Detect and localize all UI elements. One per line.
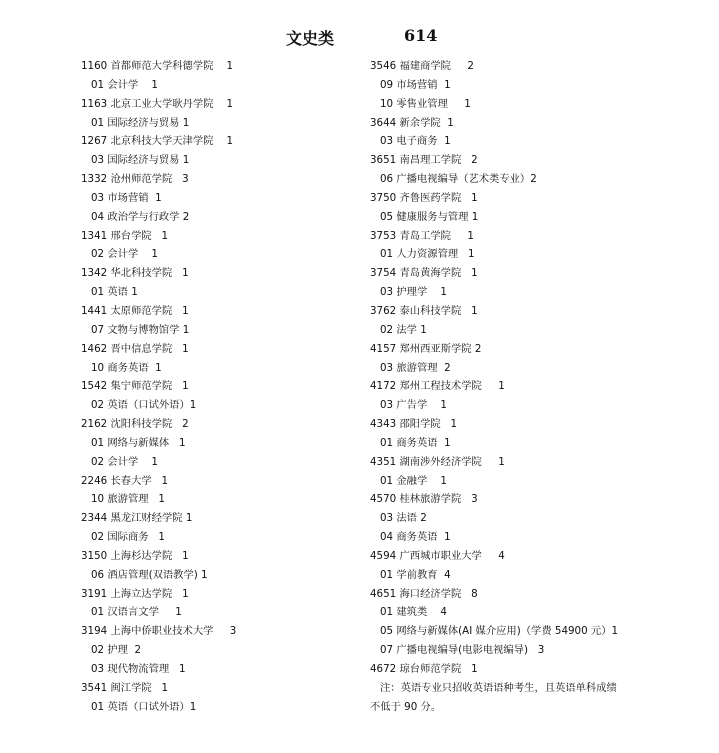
school-line: 3194 上海中侨职业技术大学 3 (81, 625, 237, 638)
major-line: 01 学前教育 4 (380, 568, 451, 581)
page-header (0, 26, 719, 50)
major-line: 03 电子商务 1 (380, 135, 451, 148)
major-line: 05 健康服务与管理 1 (380, 210, 479, 223)
school-line: 4594 广西城市职业大学 4 (370, 549, 505, 562)
major-line: 01 商务英语 1 (380, 436, 451, 449)
school-line: 1160 首都师范大学科德学院 1 (81, 60, 234, 72)
major-line: 01 英语 1 (91, 286, 138, 299)
school-line: 1441 太原师范学院 1 (81, 304, 189, 317)
school-line: 1542 集宁师范学院 1 (81, 380, 189, 393)
major-line: 03 现代物流管理 1 (91, 663, 186, 675)
major-line: 04 商务英语 1 (380, 531, 451, 544)
major-line: 04 政治学与行政学 2 (91, 210, 190, 223)
school-line: 4157 郑州西亚斯学院 2 (370, 342, 482, 355)
major-line: 01 人力资源管理 1 (380, 248, 475, 261)
category-count: 614 (404, 26, 438, 45)
school-line: 1163 北京工业大学耿丹学院 1 (81, 97, 234, 110)
school-line: 不低于 90 分。 (370, 700, 442, 713)
school-line: 1332 沧州师范学院 3 (81, 173, 189, 186)
major-line: 01 国际经济与贸易 1 (91, 116, 190, 129)
major-line: 03 国际经济与贸易 1 (91, 154, 190, 167)
school-line: 4172 郑州工程技术学院 1 (370, 380, 505, 393)
school-line: 3150 上海杉达学院 1 (81, 549, 189, 562)
major-line: 02 国际商务 1 (91, 531, 165, 544)
school-line: 2344 黑龙江财经学院 1 (81, 512, 193, 525)
school-line: 2162 沈阳科技学院 2 (81, 418, 189, 431)
major-line: 03 广告学 1 (380, 399, 447, 412)
school-line: 3541 闽江学院 1 (81, 681, 169, 694)
school-line: 3546 福建商学院 2 (370, 60, 474, 72)
major-line: 06 酒店管理(双语教学) 1 (91, 568, 208, 581)
major-line: 03 法语 2 (380, 512, 427, 525)
major-line: 01 金融学 1 (380, 474, 447, 487)
major-line: 01 建筑类 4 (380, 606, 447, 619)
school-line: 3750 齐鲁医药学院 1 (370, 191, 478, 204)
school-line: 4343 邵阳学院 1 (370, 418, 458, 431)
school-line: 4351 湖南涉外经济学院 1 (370, 455, 505, 468)
major-line: 01 网络与新媒体 1 (91, 436, 186, 449)
school-line: 1462 晋中信息学院 1 (81, 342, 189, 355)
category-title: 文史类 (286, 29, 335, 48)
right-column (370, 57, 690, 717)
major-line: 09 市场营销 1 (380, 78, 451, 91)
major-line: 06 广播电视编导（艺术类专业）2 (380, 173, 537, 186)
major-line: 03 旅游管理 2 (380, 361, 451, 374)
school-line: 4651 海口经济学院 8 (370, 587, 478, 600)
major-line: 03 护理学 1 (380, 286, 447, 299)
major-line: 02 会计学 1 (91, 455, 158, 468)
school-line: 4672 琼台师范学院 1 (370, 663, 478, 675)
school-line: 3191 上海立达学院 1 (81, 587, 189, 600)
left-column (81, 57, 401, 717)
major-line: 05 网络与新媒体(AI 媒介应用)（学费 54900 元）1 (380, 625, 619, 638)
school-line: 4570 桂林旅游学院 3 (370, 493, 478, 506)
school-line: 1342 华北科技学院 1 (81, 267, 189, 280)
major-line: 07 广播电视编导(电影电视编导) 3 (380, 644, 545, 657)
major-line: 03 市场营销 1 (91, 191, 162, 204)
major-line: 02 法学 1 (380, 323, 427, 336)
major-line: 01 会计学 1 (91, 78, 158, 91)
school-line: 3651 南昌理工学院 2 (370, 154, 478, 167)
school-line: 2246 长春大学 1 (81, 474, 169, 487)
school-line: 3754 青岛黄海学院 1 (370, 267, 478, 280)
school-line: 3644 新余学院 1 (370, 116, 454, 129)
major-line: 02 会计学 1 (91, 248, 158, 261)
major-line: 10 商务英语 1 (91, 361, 162, 374)
major-line: 02 英语（口试外语）1 (91, 399, 197, 412)
school-line: 1341 邢台学院 1 (81, 229, 169, 242)
major-line: 10 零售业管理 1 (380, 97, 471, 110)
major-line: 02 护理 2 (91, 644, 142, 657)
major-line: 01 英语（口试外语）1 (91, 700, 197, 713)
school-line: 3762 泰山科技学院 1 (370, 304, 478, 317)
major-line: 07 文物与博物馆学 1 (91, 323, 190, 336)
school-line: 1267 北京科技大学天津学院 1 (81, 135, 234, 148)
major-line: 10 旅游管理 1 (91, 493, 165, 506)
school-line: 3753 青岛工学院 1 (370, 229, 474, 242)
major-line: 注：英语专业只招收英语语种考生，且英语单科成绩 (380, 681, 617, 694)
major-line: 01 汉语言文学 1 (91, 606, 182, 619)
